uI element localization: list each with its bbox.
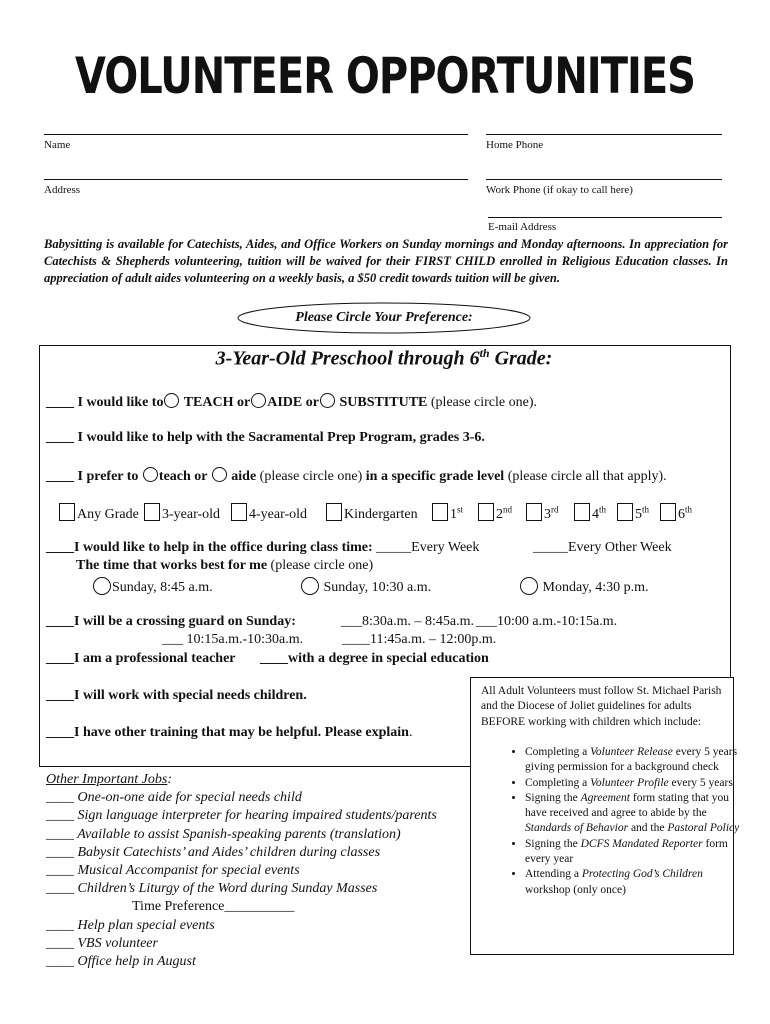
checkbox[interactable] — [478, 503, 494, 521]
grade-option-1[interactable]: 1st — [432, 503, 463, 523]
list-item: ____ VBS volunteer — [46, 935, 158, 951]
radio-circle[interactable] — [301, 577, 319, 595]
checkbox[interactable] — [231, 503, 247, 521]
crossing-time-1000: ___10:00 a.m.-10:15a.m. — [476, 614, 618, 629]
checkbox[interactable] — [574, 503, 590, 521]
home-phone-field[interactable] — [486, 134, 722, 135]
name-field[interactable] — [44, 134, 468, 135]
grade-option-k[interactable]: Kindergarten — [326, 503, 418, 523]
list-item: ____ Musical Accompanist for special events — [46, 863, 300, 879]
page-title: VOLUNTEER OPPORTUNITIES — [74, 48, 695, 106]
address-label: Address — [44, 184, 81, 196]
other-training-question: ____I have other training that may be helpful. Please explain. — [46, 725, 413, 740]
time-preference-line: Time Preference__________ — [132, 899, 295, 915]
list-item: ____ Babysit Catechists’ and Aides’ children during classes — [46, 844, 381, 860]
home-phone-label: Home Phone — [486, 139, 544, 151]
grade-option-4[interactable]: 4th — [574, 503, 606, 523]
time-option-monday-430[interactable]: Monday, 4:30 p.m. — [519, 577, 649, 596]
checkbox[interactable] — [617, 503, 633, 521]
crossing-guard-question: ____I will be a crossing guard on Sunday: — [46, 614, 296, 629]
checkbox[interactable] — [432, 503, 448, 521]
list-item: • Completing a Volunteer Release every 5 years giving permission for a background check — [525, 745, 745, 776]
section-title: 3-Year-Old Preschool through 6th Grade: — [215, 346, 553, 370]
grade-option-3[interactable]: 3rd — [526, 503, 559, 523]
email-field[interactable] — [488, 217, 722, 218]
grade-option-any[interactable]: Any Grade — [59, 503, 139, 523]
grade-option-2[interactable]: 2nd — [478, 503, 512, 523]
grade-option-4yo[interactable]: 4-year-old — [231, 503, 307, 523]
preference-oval — [236, 301, 532, 335]
grade-level-question: ____ I prefer to teach or aide (please circle one) in a specific grade level (please circle all that apply). — [46, 469, 667, 484]
time-option-sunday-1030[interactable]: Sunday, 10:30 a.m. — [300, 577, 431, 596]
crossing-time-1015: ___ 10:15a.m.-10:30a.m. — [162, 632, 304, 647]
special-education-option: ____with a degree in special education — [260, 651, 489, 666]
time-option-sunday-845[interactable]: Sunday, 8:45 a.m. — [92, 577, 213, 596]
teach-circle[interactable] — [164, 393, 179, 408]
list-item: • Attending a Protecting God’s Children workshop (only once) — [525, 867, 745, 898]
other-jobs-heading: Other Important Jobs: — [46, 772, 172, 787]
checkbox[interactable] — [660, 503, 676, 521]
preference-label: Please Circle Your Preference: — [295, 310, 473, 325]
radio-circle[interactable] — [520, 577, 538, 595]
grade-option-5[interactable]: 5th — [617, 503, 649, 523]
work-phone-label: Work Phone (if okay to call here) — [486, 184, 633, 196]
intro-paragraph: Babysitting is available for Catechists, Aides, and Office Workers on Sunday mornings and Monday afternoons. In appreciation for Catechists & Shepherds volunteering, tuition will be waived for their FIRST CHILD enrolled in Religious Education classes. In appreciation of adult aides volunteering on a weekly basis, a $50 credit towards tuition will be given. — [44, 237, 728, 285]
list-item: • Signing the Agreement form stating that you have received and agree to abide by the Standards of Behavior and the Pastoral Policy — [525, 791, 745, 837]
list-item: ____ One-on-one aide for special needs child — [46, 790, 302, 806]
requirements-intro: All Adult Volunteers must follow St. Michael Parish and the Diocese of Joliet guidelines for adults BEFORE working with children which include: — [481, 685, 722, 728]
time-preference-question: The time that works best for me (please circle one) — [76, 558, 374, 573]
list-item: ____ Help plan special events — [46, 917, 215, 933]
list-item: ____ Sign language interpreter for hearing impaired students/parents — [46, 808, 437, 824]
email-label: E-mail Address — [488, 221, 557, 233]
crossing-time-1145: ____11:45a.m. – 12:00p.m. — [342, 632, 497, 647]
other-jobs-list — [46, 771, 437, 971]
every-other-week-option: _____Every Other Week — [533, 540, 672, 555]
list-item: ____ Office help in August — [46, 954, 196, 970]
special-needs-question: ____I will work with special needs children. — [46, 688, 307, 703]
sacramental-prep-question: ____ I would like to help with the Sacramental Prep Program, grades 3-6. — [46, 430, 485, 445]
aide-circle[interactable] — [251, 393, 266, 408]
professional-teacher-question: ____I am a professional teacher — [46, 651, 236, 666]
checkbox[interactable] — [326, 503, 342, 521]
checkbox[interactable] — [59, 503, 75, 521]
list-item: ____ Children’s Liturgy of the Word during Sunday Masses — [46, 881, 378, 897]
substitute-circle[interactable] — [320, 393, 335, 408]
name-label: Name — [44, 139, 71, 151]
radio-circle[interactable] — [93, 577, 111, 595]
address-field[interactable] — [44, 179, 468, 180]
checkbox[interactable] — [144, 503, 160, 521]
teach-question: ____ I would like to TEACH or AIDE or SUBSTITUTE (please circle one). — [46, 395, 537, 410]
aide-circle[interactable] — [212, 467, 227, 482]
list-item: • Signing the DCFS Mandated Reporter form every year — [525, 837, 745, 868]
work-phone-field[interactable] — [486, 179, 722, 180]
list-item: ____ Available to assist Spanish-speaking parents (translation) — [46, 826, 401, 842]
office-question: ____I would like to help in the office during class time: _____Every Week — [46, 540, 480, 555]
requirements-list — [501, 745, 745, 898]
checkbox[interactable] — [526, 503, 542, 521]
grade-option-3yo[interactable]: 3-year-old — [144, 503, 220, 523]
volunteer-requirements-box — [470, 677, 740, 955]
list-item: • Completing a Volunteer Profile every 5 years — [525, 776, 745, 791]
grade-option-6[interactable]: 6th — [660, 503, 692, 523]
teach-circle[interactable] — [143, 467, 158, 482]
crossing-time-830: ___8:30a.m. – 8:45a.m. — [341, 614, 474, 629]
